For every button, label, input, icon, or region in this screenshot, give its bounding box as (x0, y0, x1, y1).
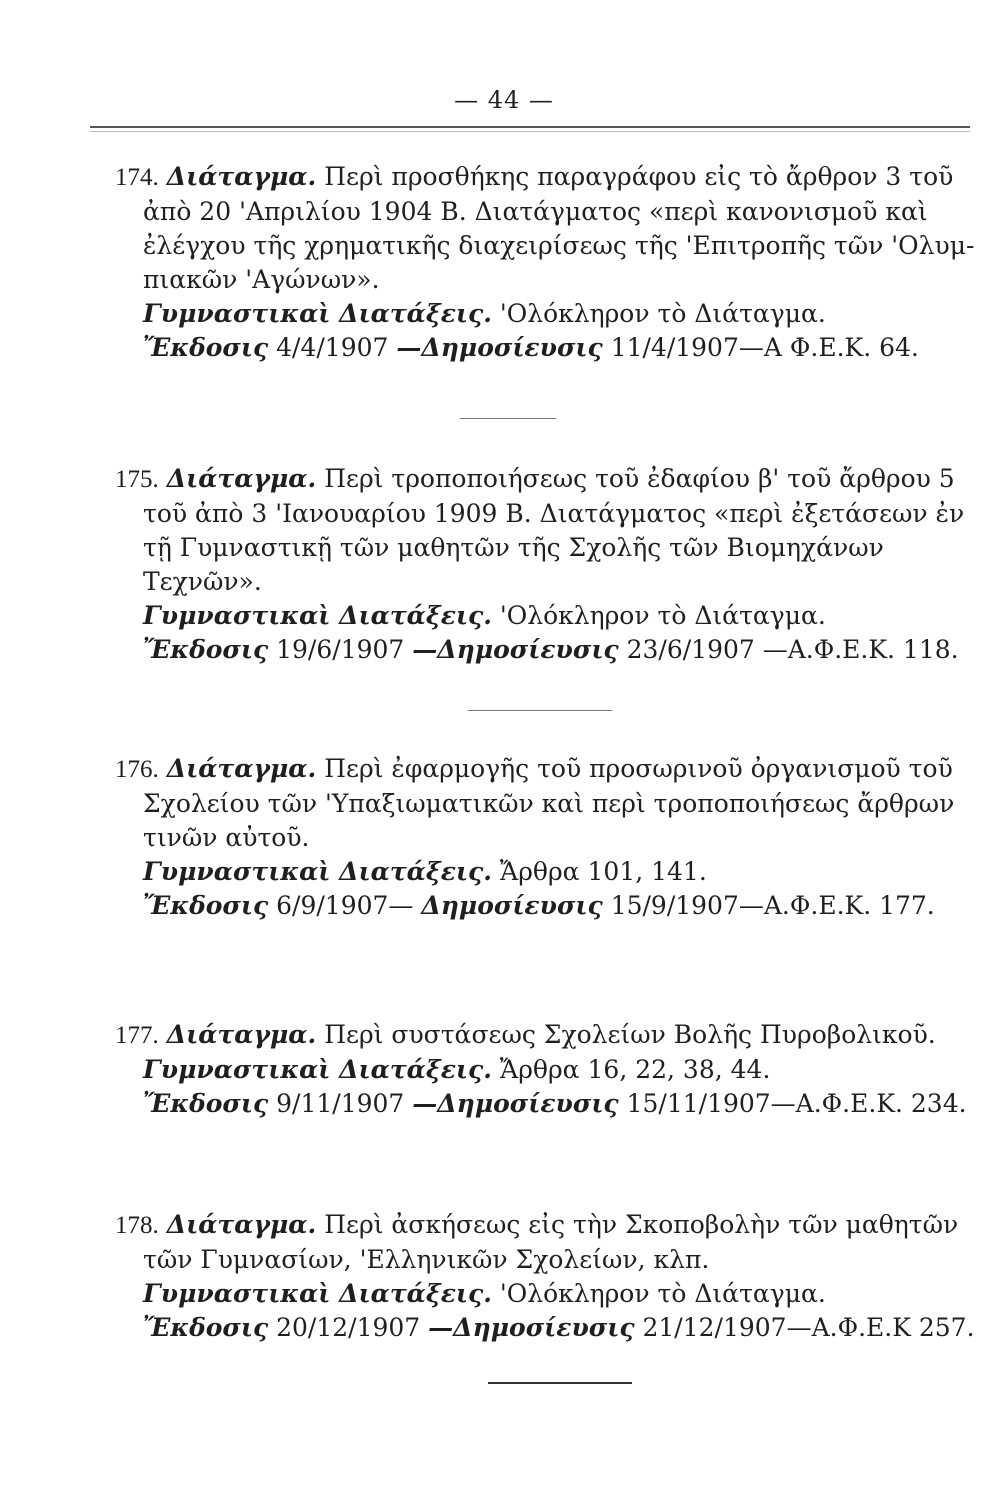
entry-text-line: Περὶ συστάσεως Σχολείων Βολῆς Πυροβολικοῦ. (324, 1020, 936, 1049)
publication-value: 15/9/1907—Α.Φ.Ε.Κ. 177. (610, 891, 935, 920)
entry-first-line (115, 160, 975, 195)
entry-type: Διάταγμα. (166, 162, 317, 191)
provisions-value: 'Ολόκληρον τὸ Διάταγμα. (499, 1279, 826, 1308)
provisions-label: Γυμναστικαὶ Διατάξεις. (143, 601, 492, 630)
entry-type: Διάταγμα. (166, 464, 317, 493)
issue-label: Ἔκδοσις (143, 1313, 269, 1342)
end-separator (488, 1382, 632, 1384)
entry-text-line: τῶν Γυμνασίων, 'Ελληνικῶν Σχολείων, κλπ. (143, 1245, 710, 1274)
publication-label: —Δημοσίευσις (412, 635, 619, 664)
header-rule (90, 126, 970, 128)
provisions-label: Γυμναστικαὶ Διατάξεις. (143, 1055, 492, 1084)
entry-number: 177. (115, 1022, 159, 1049)
issue-label: Ἔκδοσις (143, 891, 269, 920)
entry-first-line (115, 462, 975, 497)
publication-value: 15/11/1907—Α.Φ.Ε.Κ. 234. (626, 1089, 967, 1118)
entry-text-line: πιακῶν 'Αγώνων». (143, 265, 380, 294)
publication-label: —Δημοσίευσις (428, 1313, 635, 1342)
entry-text-line: ἐλέγχου τῆς χρηματικῆς διαχειρίσεως τῆς 'Επιτροπῆς τῶν 'Ολυμ- (143, 231, 975, 260)
entry-text-line: τοῦ ἀπὸ 3 'Ιανουαρίου 1909 Β. Διατάγματος «περὶ ἐξετάσεων ἐν (143, 499, 965, 528)
entry-text-line: Σχολείου τῶν 'Υπαξιωματικῶν καὶ περὶ τροποποιήσεως ἄρθρων (143, 789, 955, 818)
issue-line (115, 331, 975, 365)
entry-first-line (115, 1018, 975, 1053)
entry-178 (115, 1208, 975, 1345)
header-rule-thin (90, 131, 970, 132)
publication-value: 21/12/1907—Α.Φ.Ε.Κ 257. (642, 1313, 975, 1342)
entry-text-line: Περὶ ἐφαρμογῆς τοῦ προσωρινοῦ ὀργανισμοῦ τοῦ (324, 754, 953, 783)
entry-first-line (115, 752, 975, 787)
entry-number: 178. (115, 1212, 159, 1239)
issue-date: 6/9/1907— (276, 891, 414, 920)
provisions-line (115, 1053, 975, 1087)
publication-label: —Δημοσίευσις (412, 1089, 619, 1118)
issue-label: Ἔκδοσις (143, 635, 269, 664)
entry-174 (115, 160, 975, 365)
entry-type: Διάταγμα. (166, 754, 317, 783)
provisions-line (115, 297, 975, 331)
entry-number: 174. (115, 164, 159, 191)
provisions-label: Γυμναστικαὶ Διατάξεις. (143, 857, 492, 886)
provisions-line (115, 1277, 975, 1311)
entry-text-line: ἀπὸ 20 'Απριλίου 1904 Β. Διατάγματος «περὶ κανονισμοῦ καὶ (143, 197, 928, 226)
issue-date: 20/12/1907 (276, 1313, 421, 1342)
entry-type: Διάταγμα. (166, 1020, 317, 1049)
publication-label: —Δημοσίευσις (396, 333, 603, 362)
entry-number: 175. (115, 466, 159, 493)
provisions-label: Γυμναστικαὶ Διατάξεις. (143, 1279, 492, 1308)
issue-label: Ἔκδοσις (143, 1089, 269, 1118)
issue-date: 19/6/1907 (276, 635, 405, 664)
entry-text-line: Περὶ τροποποιήσεως τοῦ ἐδαφίου β' τοῦ ἄρθρου 5 (324, 464, 955, 493)
publication-value: 23/6/1907 —Α.Φ.Ε.Κ. 118. (626, 635, 959, 664)
entry-176 (115, 752, 975, 923)
issue-label: Ἔκδοσις (143, 333, 269, 362)
entry-separator (460, 418, 556, 419)
provisions-value: Ἄρθρα 16, 22, 38, 44. (499, 1055, 771, 1084)
issue-date: 4/4/1907 (276, 333, 389, 362)
publication-label: Δημοσίευσις (421, 891, 603, 920)
issue-date: 9/11/1907 (276, 1089, 405, 1118)
entry-text-line: τῇ Γυμναστικῇ τῶν μαθητῶν τῆς Σχολῆς τῶν Βιομηχάνων (143, 533, 884, 562)
entry-177 (115, 1018, 975, 1121)
provisions-line (115, 855, 975, 889)
provisions-value: 'Ολόκληρον τὸ Διάταγμα. (499, 601, 826, 630)
entry-text-line: τινῶν αὐτοῦ. (143, 823, 310, 852)
provisions-value: Ἄρθρα 101, 141. (499, 857, 707, 886)
entry-separator (468, 710, 612, 711)
issue-line (115, 889, 975, 923)
entry-type: Διάταγμα. (166, 1210, 317, 1239)
entry-first-line (115, 1208, 975, 1243)
provisions-label: Γυμναστικαὶ Διατάξεις. (143, 299, 492, 328)
entry-text-line: Τεχνῶν». (143, 567, 262, 596)
entry-text-line: Περὶ προσθήκης παραγράφου εἰς τὸ ἄρθρον 3 τοῦ (324, 162, 954, 191)
issue-line (115, 1087, 975, 1121)
entry-number: 176. (115, 756, 159, 783)
provisions-line (115, 599, 975, 633)
issue-line (115, 1311, 975, 1345)
issue-line (115, 633, 975, 667)
entry-175 (115, 462, 975, 667)
page-number: — 44 — (454, 86, 554, 114)
publication-value: 11/4/1907—Α Φ.Ε.Κ. 64. (610, 333, 919, 362)
entry-text-line: Περὶ ἀσκήσεως εἰς τὴν Σκοποβολὴν τῶν μαθητῶν (324, 1210, 959, 1239)
provisions-value: 'Ολόκληρον τὸ Διάταγμα. (499, 299, 826, 328)
